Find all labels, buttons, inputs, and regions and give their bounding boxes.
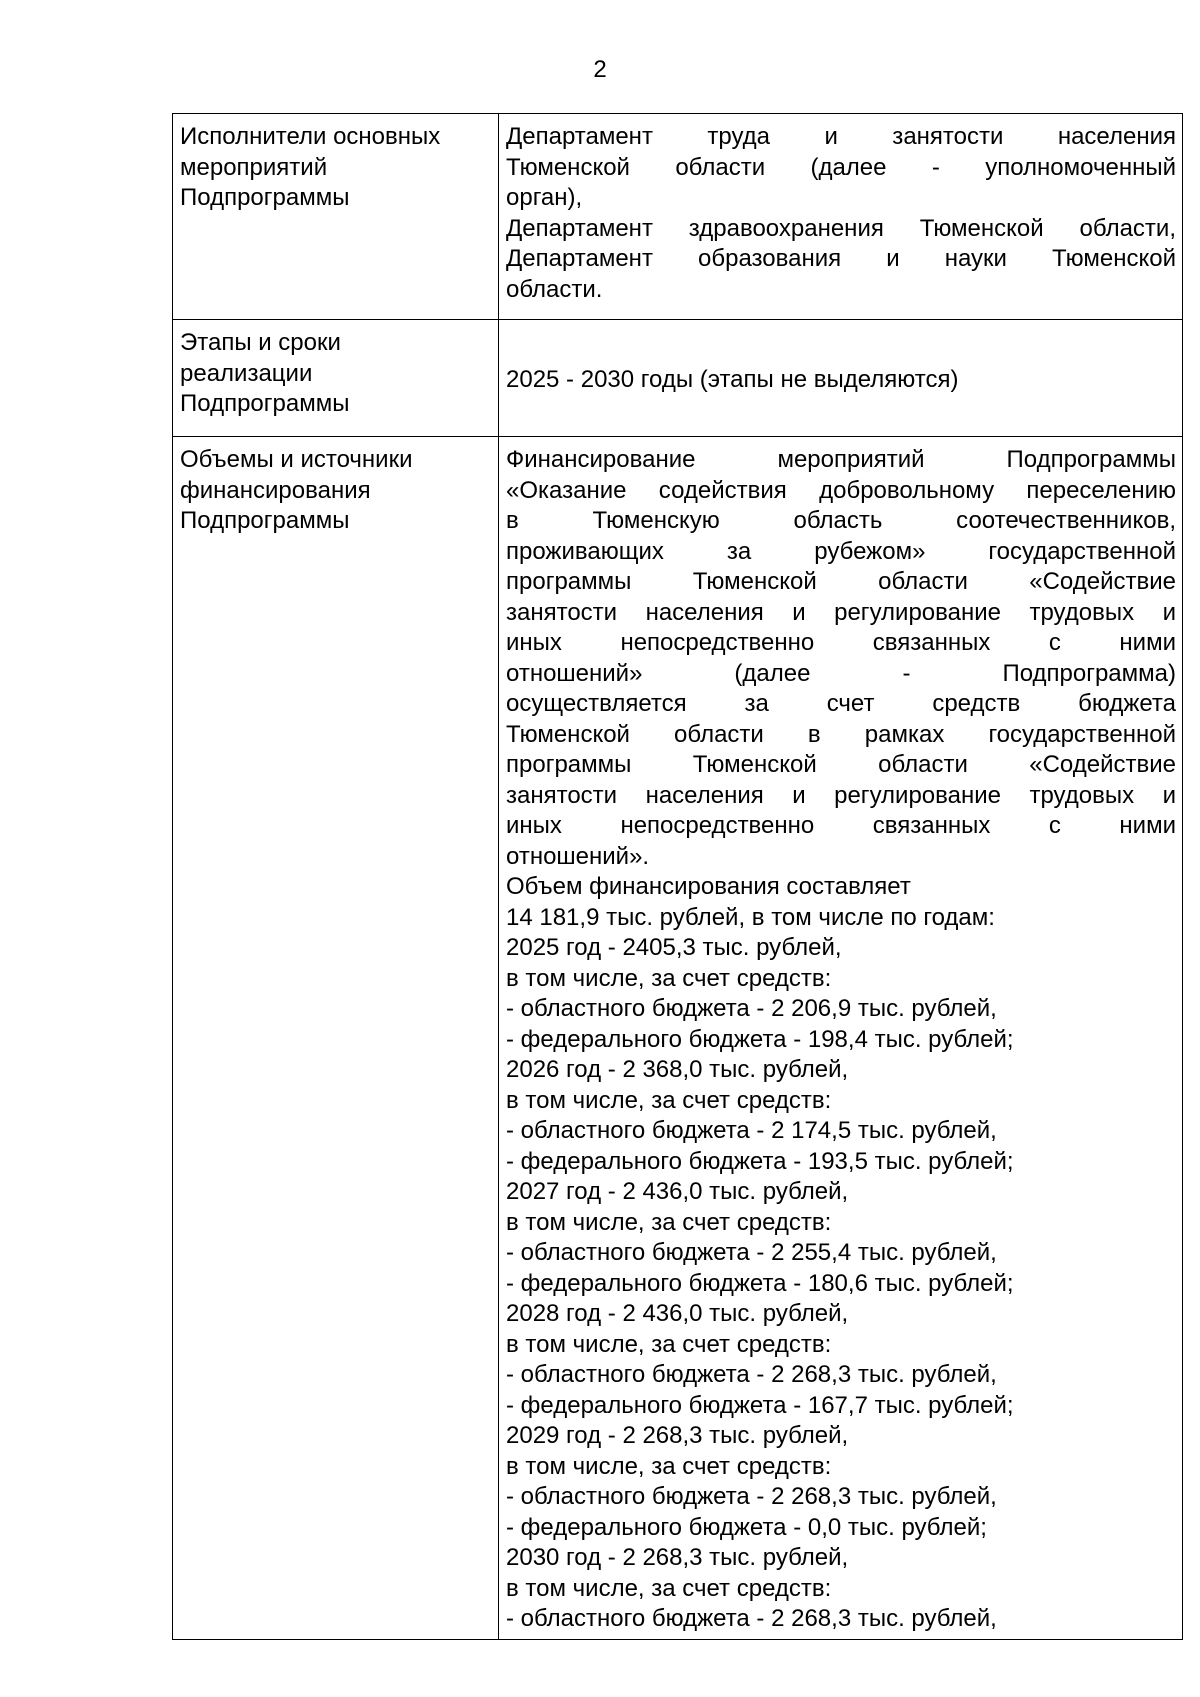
text-line: - федерального бюджета - 167,7 тыс. рублей; xyxy=(506,1391,1014,1419)
text-line: - областного бюджета - 2 255,4 тыс. рублей, xyxy=(506,1239,997,1266)
text-line: 2028 год - 2 436,0 тыс. рублей, xyxy=(506,1300,849,1327)
text-line: 2026 год - 2 368,0 тыс. рублей, xyxy=(506,1056,849,1083)
text-line: в том числе, за счет средств: xyxy=(506,1208,832,1236)
text-line: - федерального бюджета - 193,5 тыс. рублей; xyxy=(506,1147,1014,1175)
stages-value-text: 2025 - 2030 годы (этапы не выделяются) xyxy=(506,365,959,393)
text-line: 2030 год - 2 268,3 тыс. рублей, xyxy=(506,1544,849,1571)
text-line: Исполнители основных xyxy=(180,123,441,150)
stages-value-cell xyxy=(499,320,1183,437)
text-line: Объем финансирования составляет xyxy=(506,873,911,900)
text-line: в Тюменскую область соотечественников, xyxy=(506,507,1176,534)
text-line: отношений». xyxy=(506,842,650,870)
text-line: иных непосредственно связанных с ними xyxy=(506,629,1176,656)
text-line: в том числе, за счет средств: xyxy=(506,1086,832,1114)
text-line: 2025 год - 2405,3 тыс. рублей, xyxy=(506,934,842,961)
text-line: орган), xyxy=(506,184,583,211)
text-line: отношений» (далее - Подпрограмма) xyxy=(506,659,1176,687)
financing-breakdown xyxy=(506,872,1176,1635)
text-line: Подпрограммы xyxy=(180,184,350,211)
text-line: в том числе, за счет средств: xyxy=(506,1574,832,1602)
text-line: Финансирование мероприятий Подпрограммы xyxy=(506,446,1176,473)
text-line: - областного бюджета - 2 268,3 тыс. рублей, xyxy=(506,1361,997,1388)
text-line: Тюменской области (далее - уполномоченный xyxy=(506,153,1176,181)
text-line: - федерального бюджета - 0,0 тыс. рублей; xyxy=(506,1513,987,1541)
text-line: 14 181,9 тыс. рублей, в том числе по годам: xyxy=(506,903,995,931)
table-row-executors xyxy=(173,114,1183,320)
table-row-financing xyxy=(173,437,1183,1640)
text-line: - областного бюджета - 2 174,5 тыс. рублей, xyxy=(506,1117,997,1144)
stages-label-cell xyxy=(173,320,499,437)
text-line: в том числе, за счет средств: xyxy=(506,1330,832,1358)
text-line: Объемы и источники xyxy=(180,446,413,473)
text-line: занятости населения и регулирование трудовых и xyxy=(506,598,1176,626)
text-line: 2027 год - 2 436,0 тыс. рублей, xyxy=(506,1178,849,1205)
text-line: осуществляется за счет средств бюджета xyxy=(506,690,1176,717)
text-line: - областного бюджета - 2 268,3 тыс. рублей, xyxy=(506,1483,997,1510)
page-number: 2 xyxy=(593,56,607,83)
table-row-stages xyxy=(173,320,1183,437)
text-line: в том числе, за счет средств: xyxy=(506,964,832,992)
text-line: - федерального бюджета - 198,4 тыс. рублей; xyxy=(506,1025,1014,1053)
text-line: 2029 год - 2 268,3 тыс. рублей, xyxy=(506,1422,849,1449)
text-line: Департамент образования и науки Тюменской xyxy=(506,245,1176,272)
financing-label-cell xyxy=(173,437,499,1640)
text-line: реализации xyxy=(180,359,313,387)
text-line: мероприятий xyxy=(180,153,328,181)
text-line: области. xyxy=(506,275,603,303)
text-line: Этапы и сроки xyxy=(180,329,341,356)
text-line: в том числе, за счет средств: xyxy=(506,1452,832,1480)
text-line: программы Тюменской области «Содействие xyxy=(506,751,1176,778)
financing-value-cell xyxy=(499,437,1183,1640)
text-line: программы Тюменской области «Содействие xyxy=(506,568,1176,595)
text-line: Тюменской области в рамках государственной xyxy=(506,720,1176,748)
text-line: Подпрограммы xyxy=(180,390,350,417)
text-line: Подпрограммы xyxy=(180,507,350,534)
text-line: Департамент здравоохранения Тюменской области, xyxy=(506,214,1176,242)
text-line: «Оказание содействия добровольному переселению xyxy=(506,476,1176,504)
text-line: - федерального бюджета - 180,6 тыс. рублей; xyxy=(506,1269,1014,1297)
text-line: - областного бюджета - 2 206,9 тыс. рублей, xyxy=(506,995,997,1022)
text-line: проживающих за рубежом» государственной xyxy=(506,537,1176,565)
text-line: - областного бюджета - 2 268,3 тыс. рублей, xyxy=(506,1605,997,1632)
text-line: занятости населения и регулирование трудовых и xyxy=(506,781,1176,809)
subprogram-passport-table xyxy=(172,113,1183,1640)
executors-label-cell xyxy=(173,114,499,320)
executors-value-cell xyxy=(499,114,1183,320)
text-line: иных непосредственно связанных с ними xyxy=(506,812,1176,839)
financing-description xyxy=(506,445,1176,872)
text-line: финансирования xyxy=(180,476,371,504)
text-line: Департамент труда и занятости населения xyxy=(506,123,1176,150)
